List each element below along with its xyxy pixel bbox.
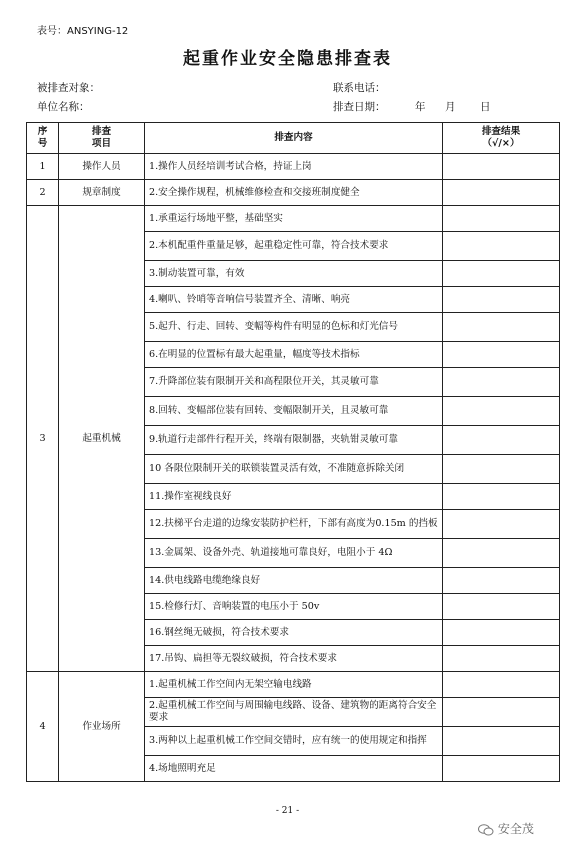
form-number: 表号：ANSYING-12 [37,26,129,37]
row-number: 1 [27,154,59,180]
result-cell[interactable] [443,261,560,287]
inspection-content: 3.两种以上起重机械工作空间交错时，应有统一的使用规定和指挥 [145,727,443,756]
col-header-no [27,123,59,154]
inspection-content: 1.承重运行场地平整，基础坚实 [145,206,443,232]
inspection-content: 3.制动装置可靠，有效 [145,261,443,287]
col-header-result-line1: 排查结果 [481,126,521,137]
watermark-text: 安全茂 [497,822,534,836]
result-cell[interactable] [443,313,560,342]
row-number: 4 [27,672,59,782]
result-cell[interactable] [443,539,560,568]
inspection-content: 4.喇叭、铃哨等音响信号装置齐全、清晰、响亮 [145,287,443,313]
inspection-item: 规章制度 [59,180,145,206]
result-cell[interactable] [443,368,560,397]
inspection-content: 1.起重机械工作空间内无架空输电线路 [145,672,443,698]
table-row [27,154,560,180]
result-cell[interactable] [443,646,560,672]
col-header-content-text: 排查内容 [274,132,313,143]
inspection-content: 9.轨道行走部件行程开关，终端有限制器，夹轨钳灵敏可靠 [145,426,443,455]
day-label: 日 [480,101,491,113]
col-header-result-line2: （√/×） [482,138,520,149]
inspected-object-label: 被排查对象： [37,82,100,94]
inspection-content: 17.吊钩、扁担等无裂纹破损，符合技术要求 [145,646,443,672]
inspection-content: 16.钢丝绳无破损，符合技术要求 [145,620,443,646]
col-header-no-line1: 序 [37,126,48,137]
result-cell[interactable] [443,510,560,539]
result-cell[interactable] [443,727,560,756]
row-number: 3 [27,206,59,672]
page-title: 起重作业安全隐患排查表 [183,49,392,69]
result-cell[interactable] [443,455,560,484]
inspection-content: 6.在明显的位置标有最大起重量，幅度等技术指标 [145,342,443,368]
inspection-item: 起重机械 [59,206,145,672]
unit-name-label: 单位名称： [37,101,90,113]
col-header-content [145,123,443,154]
inspection-content: 2.起重机械工作空间与周围输电线路、设备、建筑物的距离符合安全要求 [145,698,443,727]
inspection-content: 14.供电线路电缆绝缘良好 [145,568,443,594]
result-cell[interactable] [443,342,560,368]
inspection-content: 1.操作人员经培训考试合格，持证上岗 [145,154,443,180]
inspection-content: 4.场地照明充足 [145,756,443,782]
wechat-icon [478,824,494,836]
month-label: 月 [445,101,456,113]
inspection-content: 12.扶梯平台走道的边缘安装防护栏杆，下部有高度为0.15m 的挡板 [145,510,443,539]
table-row [27,672,560,698]
result-cell[interactable] [443,180,560,206]
table-row [27,180,560,206]
result-cell[interactable] [443,620,560,646]
inspection-content: 15.检修行灯、音响装置的电压小于 50v [145,594,443,620]
inspection-item: 作业场所 [59,672,145,782]
inspection-content: 5.起升、行走、回转、变幅等构件有明显的色标和灯光信号 [145,313,443,342]
col-header-item-line1: 排查 [91,126,112,137]
result-cell[interactable] [443,426,560,455]
row-number: 2 [27,180,59,206]
inspection-item: 操作人员 [59,154,145,180]
result-cell[interactable] [443,594,560,620]
phone-label: 联系电话： [333,82,386,94]
watermark [478,820,534,837]
inspection-date-label: 排查日期： [333,101,386,113]
col-header-item-line2: 项目 [91,138,112,149]
year-label: 年 [415,101,426,113]
inspection-content: 8.回转、变幅部位装有回转、变幅限制开关，且灵敏可靠 [145,397,443,426]
col-header-item [59,123,145,154]
inspection-table [26,122,560,782]
inspection-content: 13.金属架、设备外壳、轨道接地可靠良好，电阻小于 4Ω [145,539,443,568]
page-number: - 21 - [275,806,300,816]
result-cell[interactable] [443,287,560,313]
result-cell[interactable] [443,698,560,727]
inspection-content: 7.升降部位装有限制开关和高程限位开关，其灵敏可靠 [145,368,443,397]
result-cell[interactable] [443,154,560,180]
result-cell[interactable] [443,232,560,261]
inspection-content: 2.本机配重件重量足够，起重稳定性可靠，符合技术要求 [145,232,443,261]
table-row [27,206,560,232]
result-cell[interactable] [443,672,560,698]
inspection-content: 11.操作室视线良好 [145,484,443,510]
col-header-no-line2: 号 [37,138,48,149]
result-cell[interactable] [443,568,560,594]
result-cell[interactable] [443,484,560,510]
result-cell[interactable] [443,756,560,782]
result-cell[interactable] [443,397,560,426]
inspection-content: 2.安全操作规程，机械维修检查和交接班制度健全 [145,180,443,206]
result-cell[interactable] [443,206,560,232]
inspection-content: 10 各限位限制开关的联锁装置灵活有效，不准随意拆除关闭 [145,455,443,484]
table-body [27,154,560,782]
col-header-result [443,123,560,154]
